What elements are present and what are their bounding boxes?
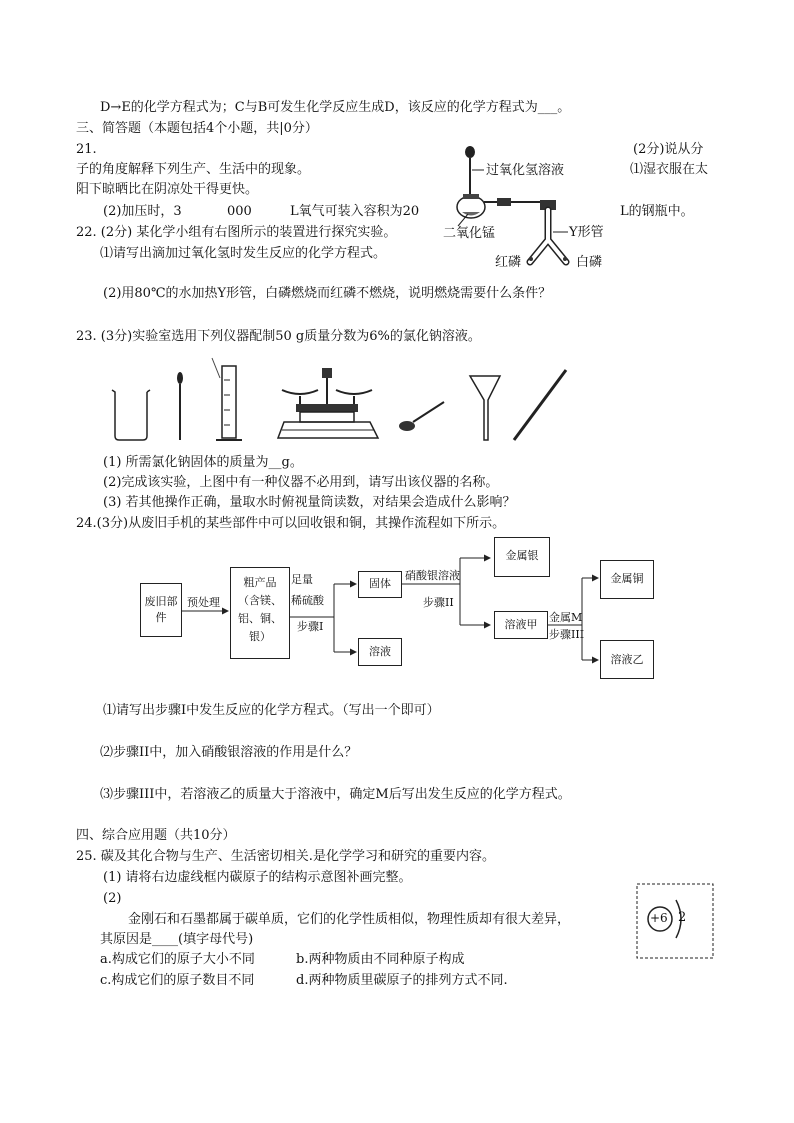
q22-intro: 22. (2分) 某化学小组有右图所示的装置进行探究实验。 (76, 225, 397, 240)
flow-silver-nitrate: 硝酸银溶液 (405, 569, 460, 582)
q25-part2-question-cont: 其原因是____(填字母代号) (100, 932, 254, 947)
flow-metal-copper: 金属铜 (600, 560, 654, 599)
section-3-title: 三、简答题（本题包括4个小题，共|0分） (76, 121, 318, 136)
flow-step1: 步骤I (297, 620, 324, 633)
q21-intro: 子的角度解释下列生产、生活中的现象。 (76, 162, 311, 177)
beaker-icon (112, 390, 150, 440)
flow-acid-amount: 足量 (291, 573, 313, 586)
q25-intro: 25. 碳及其化合物与生产、生活密切相关.是化学学习和研究的重要内容。 (76, 849, 495, 864)
funnel-icon (470, 376, 500, 440)
connecting-tube (484, 202, 548, 210)
q24-part1: ⑴请写出步骤I中发生反应的化学方程式。（写出一个即可） (103, 703, 440, 718)
label-h2o2: 过氧化氢溶液 (486, 163, 565, 178)
flow-crude-product: 粗产品（含镁、铝、铜、银） (230, 567, 290, 659)
nucleus-charge: +6 (650, 911, 668, 925)
q21-number: 21. (76, 142, 97, 157)
flow-metal-m: 金属M (549, 611, 583, 624)
q21-part2-a: (2)加压时，3 (103, 204, 182, 219)
q21-score: (2分)说从分 (633, 142, 704, 157)
flow-acid-name: 稀硫酸 (291, 594, 324, 607)
label-y-tube: Y形管 (569, 225, 604, 240)
q22-part2: (2)用80℃的水加热Y形管，白磷燃烧而红磷不燃烧，说明燃烧需要什么条件？ (103, 286, 552, 301)
flow-step3: 步骤III (549, 628, 585, 641)
q25-option-b: b.两种物质由不同种原子构成 (296, 952, 465, 967)
q25-option-d: d.两种物质里碳原子的排列方式不同. (296, 973, 508, 988)
flask (457, 196, 485, 218)
section-4-title: 四、综合应用题（共10分） (76, 828, 236, 843)
q25-part2-label: (2) (103, 891, 122, 906)
y-tube (530, 210, 566, 262)
graduated-cylinder-icon (212, 358, 242, 440)
flow-metal-silver: 金属银 (494, 537, 550, 577)
q25-option-c: c.构成它们的原子数目不同 (100, 973, 255, 988)
flow-solution-b: 溶液乙 (600, 640, 654, 679)
q24-intro: 24.(3分)从废旧手机的某些部件中可以回收银和铜，其操作流程如下所示。 (76, 516, 506, 531)
label-white-phosphorus: 白磷 (576, 255, 603, 270)
flow-step2: 步骤II (423, 596, 454, 609)
dropper-icon (177, 372, 183, 440)
q21-part1-end: 阳下晾晒比在阴凉处干得更快。 (76, 182, 259, 197)
spatula-icon (399, 402, 444, 431)
q21-part1-start: ⑴湿衣服在太 (630, 162, 709, 177)
dashed-frame (637, 884, 713, 958)
q21-part2-c: L氧气可装入容积为20 (290, 204, 420, 219)
q25-part2-question: 金刚石和石墨都属于碳单质，它们的化学性质相似，物理性质却有很大差异， (128, 912, 571, 927)
glass-rod-icon (514, 370, 566, 440)
flow-waste-parts: 废旧部件 (140, 583, 182, 637)
q23-part1: (1) 所需氯化钠固体的质量为__g。 (103, 455, 303, 470)
q20-tail: D→E的化学方程式为；C与B可发生化学反应生成D，该反应的化学方程式为___。 (100, 100, 571, 115)
q21-part2-d: L的钢瓶中。 (620, 204, 694, 219)
dropper-bulb (465, 146, 475, 158)
label-mno2: 二氧化锰 (443, 226, 496, 241)
q25-option-a: a.构成它们的原子大小不同 (100, 952, 255, 967)
label-red-phosphorus: 红磷 (495, 255, 522, 270)
q23-intro: 23. (3分)实验室选用下列仪器配制50 g质量分数为6%的氯化钠溶液。 (76, 329, 481, 344)
q25-part1: (1) 请将右边虚线框内碳原子的结构示意图补画完整。 (103, 870, 412, 885)
q23-part2: (2)完成该实验，上图中有一种仪器不必用到，请写出该仪器的名称。 (103, 475, 499, 490)
q21-part2-b: 000 (227, 204, 252, 219)
q24-part3: ⑶步骤III中，若溶液乙的质量大于溶液中，确定M后写出发生反应的化学方程式。 (100, 787, 571, 802)
q23-part3: (3) 若其他操作正确，量取水时俯视量筒读数，对结果会造成什么影响？ (103, 495, 516, 510)
flow-pretreatment: 预处理 (187, 596, 220, 609)
flow-solution-a: 溶液甲 (494, 611, 548, 639)
shell-electron-count: 2 (678, 910, 687, 925)
flow-solution: 溶液 (358, 638, 402, 666)
flow-solid: 固体 (358, 571, 402, 598)
balance-scale-icon (278, 368, 378, 438)
q24-part2: ⑵步骤II中，加入硝酸银溶液的作用是什么？ (100, 745, 358, 760)
q22-part1: ⑴请写出滴加过氧化氢时发生反应的化学方程式。 (100, 246, 387, 261)
